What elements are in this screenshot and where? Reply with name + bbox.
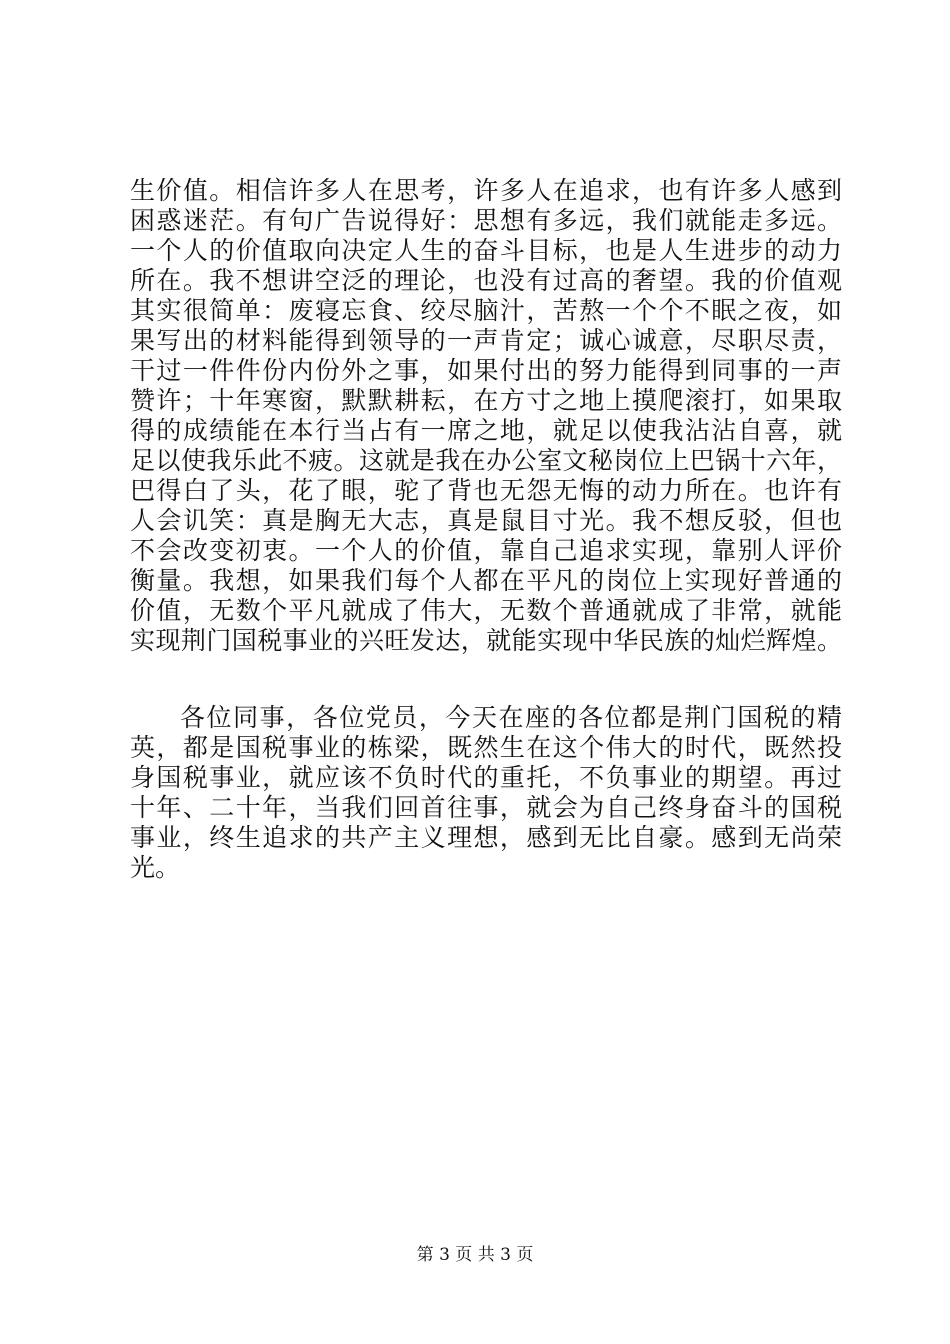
- text-line: 衡量。我想，如果我们每个人都在平凡的岗位上实现好普通的: [130, 566, 842, 595]
- text-line: 各位同事，各位党员，今天在座的各位都是荆门国税的精: [180, 703, 842, 732]
- paragraph-1: [130, 176, 842, 656]
- paragraph-spacer: [130, 656, 842, 703]
- text-line: 干过一件件份内份外之事，如果付出的努力能得到同事的一声: [130, 356, 842, 385]
- text-line: 事业，终生追求的共产主义理想，感到无比自豪。感到无尚荣: [130, 823, 842, 852]
- text-line: 足以使我乐此不疲。这就是我在办公室文秘岗位上巴锅十六年，: [130, 446, 842, 475]
- text-line: 得的成绩能在本行当占有一席之地，就足以使我沾沾自喜，就: [130, 416, 842, 445]
- text-line: 身国税事业，就应该不负时代的重托，不负事业的期望。再过: [130, 763, 842, 792]
- text-line: 果写出的材料能得到领导的一声肯定；诚心诚意，尽职尽责，: [130, 326, 842, 355]
- text-line: 巴得白了头，花了眼，驼了背也无怨无悔的动力所在。也许有: [130, 476, 842, 505]
- text-line: 其实很简单：废寝忘食、绞尽脑汁，苦熬一个个不眠之夜，如: [130, 296, 842, 325]
- text-line: 生价值。相信许多人在思考，许多人在追求，也有许多人感到: [130, 176, 842, 205]
- text-line: 十年、二十年，当我们回首往事，就会为自己终身奋斗的国税: [130, 793, 842, 822]
- text-line: 人会讥笑：真是胸无大志，真是鼠目寸光。我不想反驳，但也: [130, 506, 842, 535]
- text-line: 实现荆门国税事业的兴旺发达，就能实现中华民族的灿烂辉煌。: [130, 626, 842, 655]
- text-line: 一个人的价值取向决定人生的奋斗目标，也是人生进步的动力: [130, 236, 842, 265]
- document-body: [130, 176, 842, 883]
- text-line: 光。: [130, 853, 181, 882]
- text-line: 困惑迷茫。有句广告说得好：思想有多远，我们就能走多远。: [130, 206, 842, 235]
- text-line: 英，都是国税事业的栋梁，既然生在这个伟大的时代，既然投: [130, 733, 842, 762]
- text-line: 所在。我不想讲空泛的理论，也没有过高的奢望。我的价值观: [130, 266, 842, 295]
- text-line: 价值，无数个平凡就成了伟大，无数个普通就成了非常，就能: [130, 596, 842, 625]
- text-line: 不会改变初衷。一个人的价值，靠自己追求实现，靠别人评价: [130, 536, 842, 565]
- text-line: 赞许；十年寒窗，默默耕耘，在方寸之地上摸爬滚打，如果取: [130, 386, 842, 415]
- paragraph-2: [130, 703, 842, 883]
- page-footer: 第 3 页 共 3 页: [416, 1245, 534, 1265]
